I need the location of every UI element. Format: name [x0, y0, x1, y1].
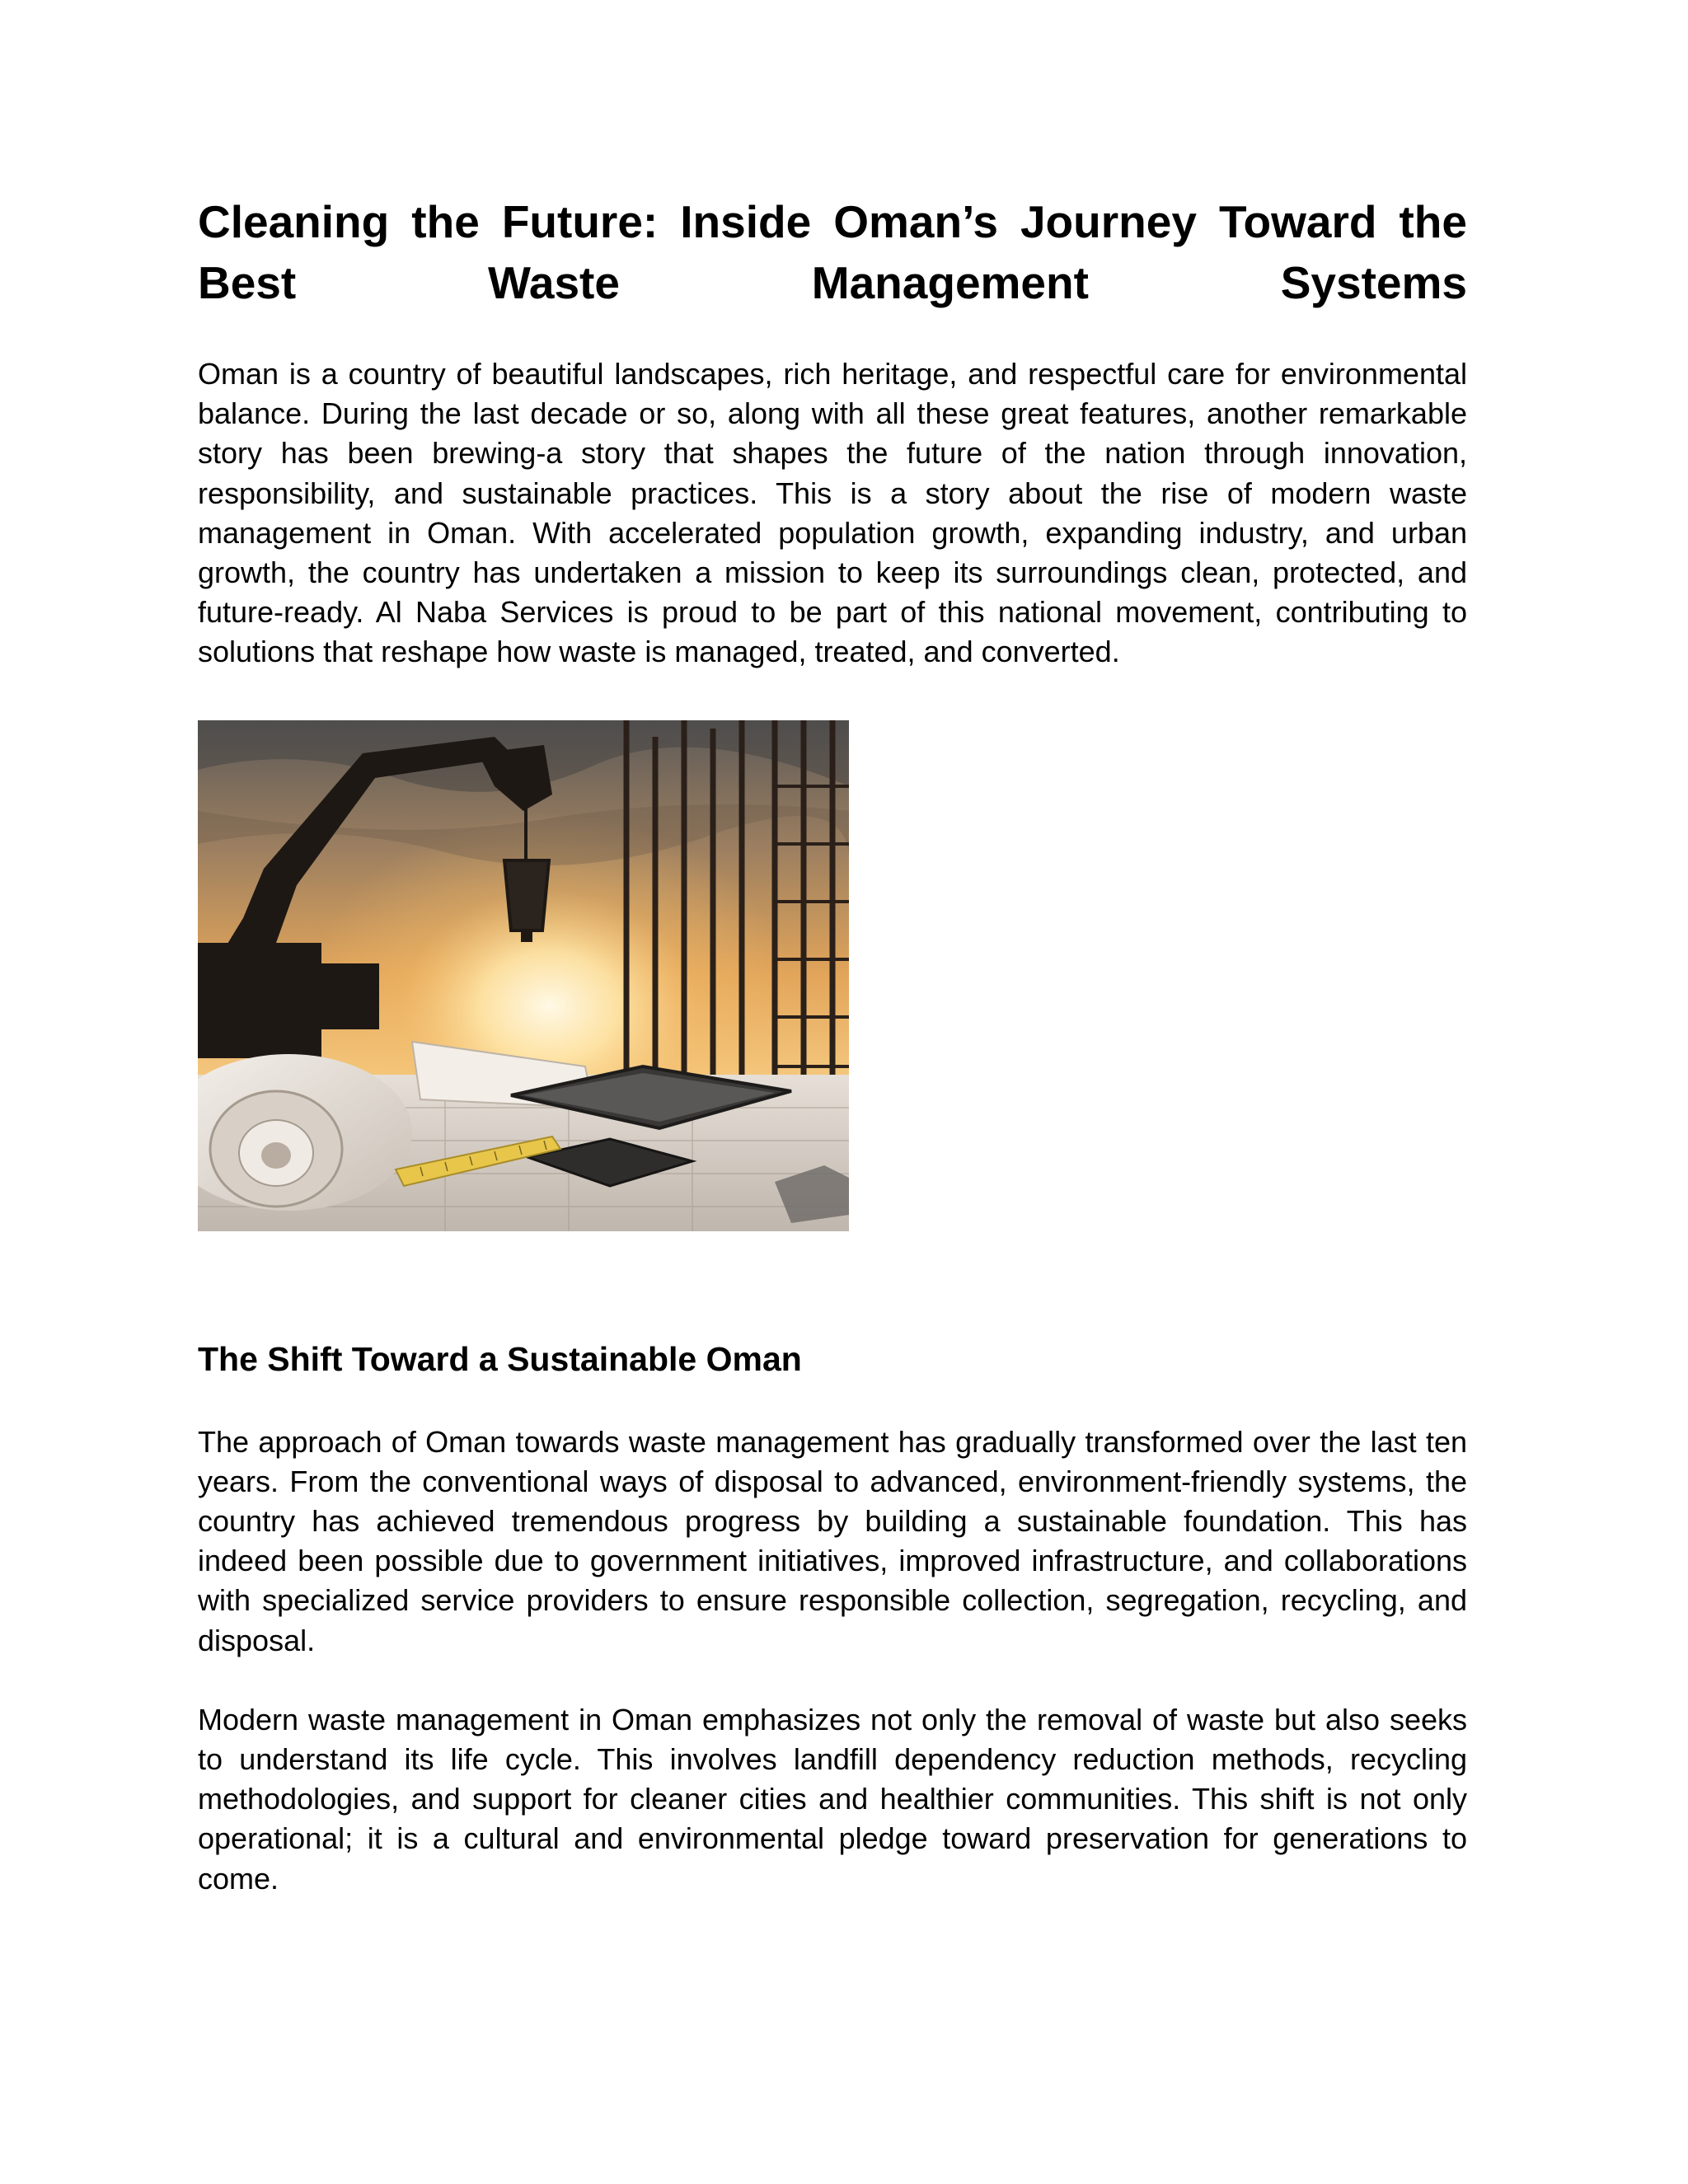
- intro-paragraph: Oman is a country of beautiful landscapes, rich heritage, and respectful care for environmental balance. During the last decade or so, along with all these great features, another remarkable story has been brewing-a story that shapes the future of the nation through innovation, responsibility, and sustainable practices. This is a story about the rise of modern waste management in Oman. With accelerated population growth, expanding industry, and urban growth, the country has undertaken a mission to keep its surroundings clean, protected, and future-ready. Al Naba Services is proud to be part of this national movement, contributing to solutions that reshape how waste is managed, treated, and converted.: [198, 357, 1467, 669]
- document-content: [198, 191, 1467, 1899]
- section-paragraph-1: The approach of Oman towards waste management has gradually transformed over the last ten years. From the conventional ways of disposal to advanced, environment-friendly systems, the country has achieved tremendous progress by building a sustainable foundation. This has indeed been possible due to government initiatives, improved infrastructure, and collaborations with specialized service providers to ensure responsible collection, segregation, recycling, and disposal.: [198, 1424, 1467, 1657]
- document-title: Cleaning the Future: Inside Oman’s Journey Toward the Best Waste Management Systems: [198, 196, 1467, 308]
- construction-sunset-photo: [198, 720, 849, 1231]
- section-paragraph-2: Modern waste management in Oman emphasizes not only the removal of waste but also seeks to understand its life cycle. This involves landfill dependency reduction methods, recycling methodologies, and support for cleaner cities and healthier communities. This shift is not only operational; it is a cultural and environmental pledge toward preservation for generations to come.: [198, 1702, 1467, 1896]
- section-heading: The Shift Toward a Sustainable Oman: [198, 1339, 802, 1378]
